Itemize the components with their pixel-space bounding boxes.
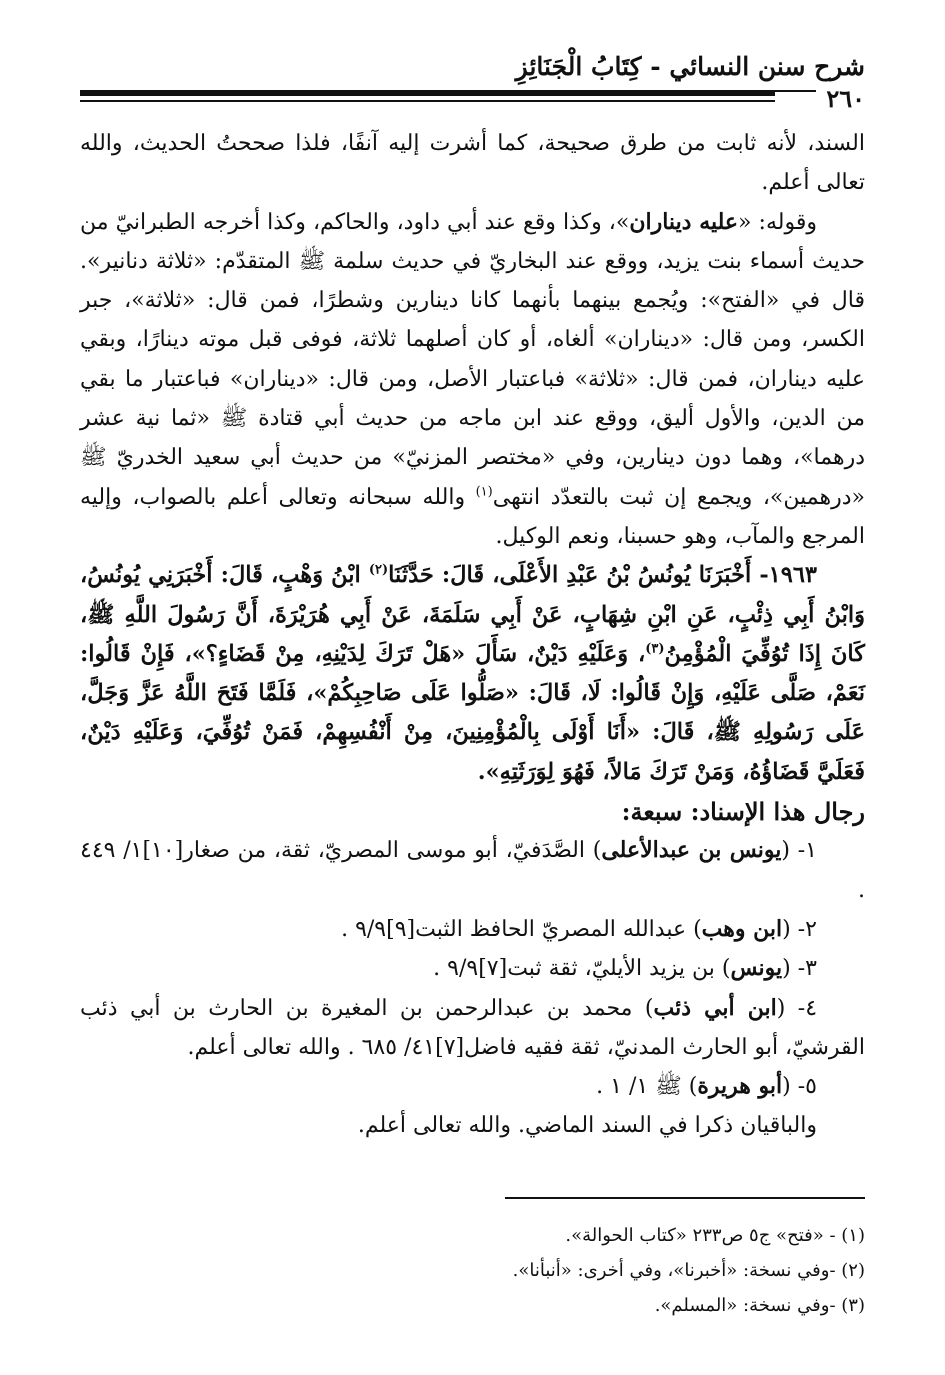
footnote-ref-1[interactable]: (١) (475, 484, 493, 500)
narrator-description: ) محمد بن عبدالرحمن بن المغيرة بن الحارث بن أبي ذئب القرشيّ، أبو الحارث المدنيّ، ثقة فقيه فاضل[٧]٤١/ ٦٨٥ . والله تعالى أعلم. (80, 995, 865, 1060)
narrator-name: ابن وهب (701, 915, 783, 942)
narrator-number: ٢- ( (782, 916, 817, 942)
narrator-description: ) بن يزيد الأيليّ، ثقة ثبت[٧]٩/٩ . (433, 956, 731, 982)
quoted-phrase: عليه ديناران (629, 208, 739, 235)
footnote-ref-2[interactable]: (٢) (368, 562, 389, 578)
footnote-3: (٣) -وفي نسخة: «المسلم». (654, 1295, 865, 1316)
narrator-item (80, 989, 865, 1068)
narrator-name: ابن أبي ذئب (653, 994, 777, 1021)
commentary-closing: والله سبحانه وتعالى أعلم بالصواب، وإليه المرجع والمآب، وهو حسبنا، ونعم الوكيل. (80, 484, 865, 549)
narrator-item (80, 831, 865, 910)
page-number-row (80, 84, 865, 113)
narrator-number: ٣- ( (782, 956, 817, 982)
paragraph-continuation: السند، لأنه ثابت من طرق صحيحة، كما أشرت إليه آنفًا، فلذا صححتُ الحديث، والله تعالى أعلم. (80, 131, 865, 196)
footnote-divider (505, 1197, 865, 1199)
ornamental-rule (80, 92, 775, 96)
narrator-name: يونس بن عبدالأعلى (601, 837, 782, 864)
hadith-matn: ، وَعَلَيْهِ دَيْنٌ، سَأَلَ «هَلْ تَرَكَ لِدَيْنِهِ، مِنْ قَضَاءٍ؟»، فَإِنْ قَالُوا: نَعَمْ، صَلَّى عَلَيْهِ، وَإِنْ قَالُوا: لَا، قَالَ: «صَلُّوا عَلَى صَاحِبِكُمْ»، فَلَمَّا فَتَحَ اللَّهُ عَزَّ وَجَلَّ، عَلَى رَسُولِهِ ﷺ، قَالَ: «أَنَا أَوْلَى بِالْمُؤْمِنِينَ، مِنْ أَنْفُسِهِمْ، فَمَنْ تُوُفِّيَ، وَعَلَيْهِ دَيْنٌ، فَعَلَيَّ قَضَاؤُهُ، وَمَنْ تَرَكَ مَالاً، فَهُوَ لِوَرَثَتِهِ». (80, 640, 865, 785)
narrator-number: ٥- ( (782, 1074, 817, 1100)
ornamental-rule-thin (80, 100, 775, 102)
narrator-description: ) الصَّدَفيّ، أبو موسى المصريّ، ثقة، من صغار[١٠]١/ ٤٤٩ . (80, 838, 865, 903)
narrator-description: ) ﷺ ١/ ١ . (596, 1074, 698, 1100)
commentary-intro: وقوله: « (738, 209, 817, 235)
narrator-item (80, 949, 865, 988)
narrator-number: ١- ( (781, 838, 817, 864)
main-text (80, 124, 865, 1146)
section-heading: رجال هذا الإسناد: سبعة: (621, 797, 865, 827)
footnotes (80, 1218, 865, 1323)
narrator-item (80, 1067, 865, 1106)
narrator-item (80, 910, 865, 949)
footnote-ref-3[interactable]: (٣) (645, 641, 665, 657)
commentary-body: »، وكذا وقع عند أبي داود، والحاكم، وكذا أخرجه الطبرانيّ من حديث أسماء بنت يزيد، ووقع عند البخاريّ في حديث سلمة ﷺ المتقدّم: «ثلاثة دنانير». قال في «الفتح»: ويُجمع بينهما بأنهما كانا دينارين وشطرًا، فمن قال: «ثلاثة»، جبر الكسر، ومن قال: «ديناران» ألغاه، أو كان أصلهما ثلاثة، فوفى قبل موته دينارًا، وبقي عليه ديناران، فمن قال: «ثلاثة» فباعتبار الأصل، ومن قال: «ديناران» فباعتبار ما بقي من الدين، والأول أليق، ووقع عند ابن ماجه من حديث أبي قتادة ﷺ «ثما نية عشر درهما»، وهما دون دينارين، وفي «مختصر المزنيّ» من حديث أبي سعيد الخدريّ ﷺ «درهمين»، ويجمع إن ثبت بالتعدّد انتهى (80, 209, 865, 510)
narrator-name: أبو هريرة (697, 1073, 783, 1100)
footnote-2: (٢) -وفي نسخة: «أخبرنا»، وفي أخرى: «أنبأنا». (512, 1260, 865, 1281)
hadith-chain-middle: ابْنُ وَهْبٍ، قَالَ: أَخْبَرَنِي يُونُسُ، وَابْنُ أَبِي ذِئْبٍ، عَنِ ابْنِ شِهَابٍ، عَنْ أَبِي سَلَمَةَ، عَنْ أَبِي هُرَيْرَةَ، أَنَّ رَسُولَ اللَّهِ ﷺ، كَانَ إِذَا تُوُفِّيَ الْمُؤْمِنُ (80, 562, 865, 667)
commentary-paragraph (80, 203, 865, 557)
hadith-chain-start: ١٩٦٣- أَخْبَرَنَا يُونُسُ بْنُ عَبْدِ الأَعْلَى، قَالَ: حَدَّثَنَا (388, 562, 818, 589)
narrator-name: يونس (730, 955, 783, 982)
book-title: شرح سنن النسائي - كِتَابُ الْجَنَائِزِ (515, 52, 865, 81)
page-number: ٢٦٠ (816, 84, 865, 113)
running-header (80, 52, 865, 92)
narrator-number: ٤- ( (776, 995, 818, 1021)
hadith-text (80, 556, 865, 792)
closing-line: والباقيان ذكرا في السند الماضي. والله تعالى أعلم. (357, 1113, 817, 1139)
footnote-1: (١) - «فتح» ج٥ ص٢٣٣ «كتاب الحوالة». (565, 1225, 865, 1246)
narrator-description: ) عبدالله المصريّ الحافظ الثبت[٩]٩/٩ . (341, 916, 702, 942)
